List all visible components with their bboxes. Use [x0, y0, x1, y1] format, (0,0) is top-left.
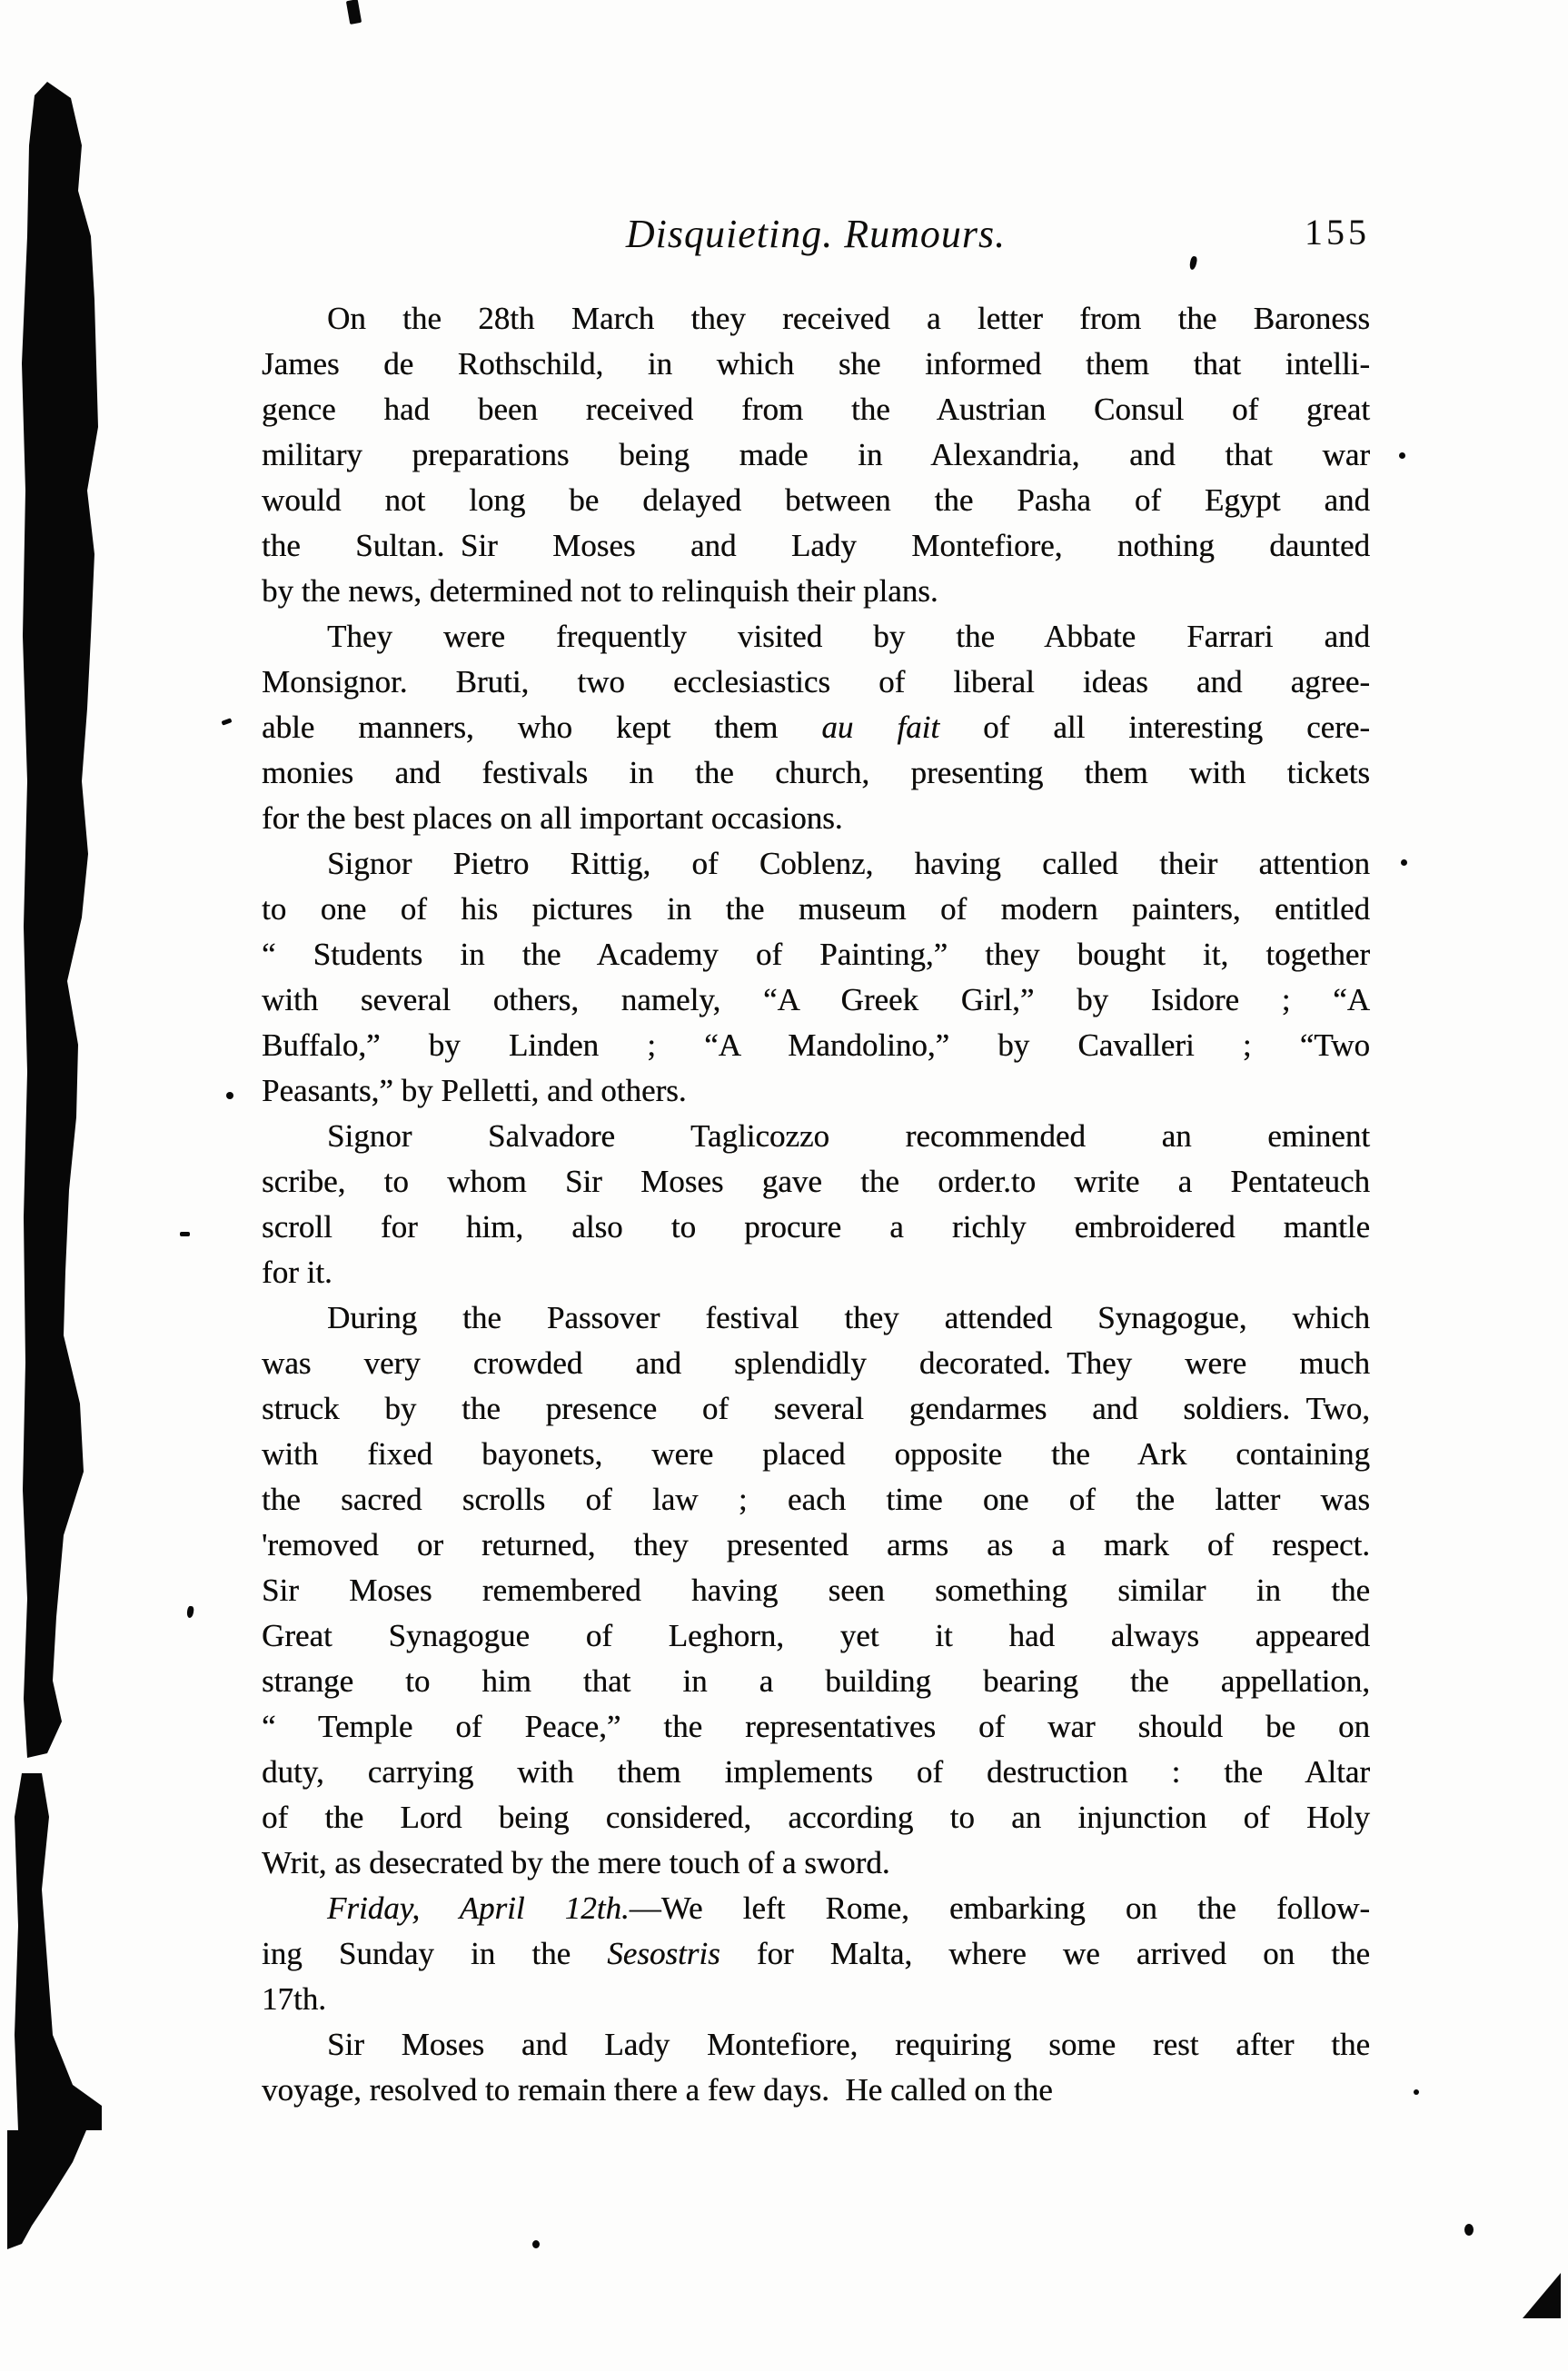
text-line — [262, 1795, 1370, 1840]
text-line — [262, 296, 1370, 342]
text-line — [262, 1568, 1370, 1613]
body-text: for the best places on all important occasions. — [262, 800, 843, 836]
body-text: gence had been received from the Austrian Consul of great — [262, 392, 1370, 427]
ink-speck — [186, 1606, 194, 1619]
ink-speck — [1523, 2273, 1561, 2318]
page-number: 155 — [1305, 212, 1370, 253]
ink-speck — [180, 1232, 190, 1236]
italic-text: Sesostris — [607, 1936, 720, 1971]
body-text: voyage, resolved to remain there a few days. He called on the — [262, 2072, 1053, 2108]
ink-speck — [221, 718, 232, 725]
italic-text: au fait — [821, 709, 940, 745]
body-text: 'removed or returned, they presented arms as a mark of respect. — [262, 1527, 1370, 1562]
body-text: military preparations being made in Alexandria, and that war — [262, 437, 1370, 472]
text-line — [262, 932, 1370, 977]
text-line — [262, 1114, 1370, 1159]
body-text: 17th. — [262, 1981, 326, 2017]
text-line — [262, 1931, 1370, 1977]
text-line — [262, 977, 1370, 1023]
body-text: scribe, to whom Sir Moses gave the order.to write a Pentateuch — [262, 1164, 1370, 1199]
text-line — [262, 2022, 1370, 2068]
text-line — [262, 1341, 1370, 1386]
text-line — [262, 1023, 1370, 1068]
text-line — [262, 1159, 1370, 1205]
body-text: ing Sunday in the — [262, 1936, 608, 1971]
body-text: for Malta, where we arrived on the — [719, 1936, 1370, 1971]
binding-shadow-artifact — [0, 0, 118, 2371]
body-text: strange to him that in a building bearing the appellation, — [262, 1663, 1370, 1699]
body-text: with several others, namely, “A Greek Girl,” by Isidore ; “A — [262, 982, 1370, 1017]
body-text: by the news, determined not to relinquish their plans. — [262, 573, 938, 609]
ink-speck — [1401, 859, 1407, 866]
body-text: monies and festivals in the church, presenting them with tickets — [262, 755, 1370, 790]
text-line — [262, 1250, 1370, 1295]
text-line — [262, 387, 1370, 432]
body-text: Signor Pietro Rittig, of Coblenz, having called their attention — [327, 846, 1370, 881]
text-line — [262, 1840, 1370, 1886]
body-text: James de Rothschild, in which she informed them that intelli- — [262, 346, 1370, 382]
body-text: to one of his pictures in the museum of modern painters, entitled — [262, 891, 1370, 927]
text-line — [262, 478, 1370, 523]
body-text: was very crowded and splendidly decorated. They were much — [262, 1345, 1370, 1381]
body-text: “ Students in the Academy of Painting,” they bought it, together — [262, 937, 1370, 972]
body-text: Sir Moses and Lady Montefiore, requiring some rest after the — [327, 2027, 1370, 2062]
body-text: Monsignor. Bruti, two ecclesiastics of liberal ideas and agree- — [262, 664, 1370, 699]
body-text: Great Synagogue of Leghorn, yet it had always appeared — [262, 1618, 1370, 1653]
text-line — [262, 1432, 1370, 1477]
text-line — [262, 1295, 1370, 1341]
text-line — [262, 614, 1370, 660]
text-line — [262, 1750, 1370, 1795]
running-head-title: Disquieting. Rumours. — [625, 212, 1007, 256]
body-text: would not long be delayed between the Pasha of Egypt and — [262, 482, 1370, 518]
ink-speck — [1399, 452, 1405, 459]
body-text: the Sultan. Sir Moses and Lady Montefiore, nothing daunted — [262, 528, 1370, 563]
body-text: scroll for him, also to procure a richly embroidered mantle — [262, 1209, 1370, 1245]
text-line — [262, 887, 1370, 932]
ink-speck — [532, 2240, 540, 2248]
text-line — [262, 660, 1370, 705]
body-text: struck by the presence of several gendarmes and soldiers. Two, — [262, 1391, 1370, 1426]
text-line — [262, 750, 1370, 796]
ink-speck — [226, 1092, 233, 1099]
body-text: Signor Salvadore Taglicozzo recommended an eminent — [327, 1118, 1370, 1154]
body-text: On the 28th March they received a letter from the Baroness — [327, 301, 1370, 336]
text-line — [262, 2068, 1370, 2113]
body-text: for it. — [262, 1255, 332, 1290]
text-line — [262, 1704, 1370, 1750]
body-text: They were frequently visited by the Abbate Farrari and — [327, 619, 1370, 654]
body-text: able manners, who kept them — [262, 709, 822, 745]
body-text: During the Passover festival they attended Synagogue, which — [327, 1300, 1370, 1335]
text-line — [262, 1386, 1370, 1432]
text-line — [262, 523, 1370, 569]
ink-speck — [1464, 2224, 1474, 2236]
body-text: duty, carrying with them implements of destruction : the Altar — [262, 1754, 1370, 1790]
body-text: Peasants,” by Pelletti, and others. — [262, 1073, 687, 1108]
ink-speck — [1414, 2089, 1419, 2095]
body-text: “ Temple of Peace,” the representatives of war should be on — [262, 1709, 1370, 1744]
body-text: of all interesting cere- — [939, 709, 1370, 745]
body-text: Sir Moses remembered having seen something similar in the — [262, 1572, 1370, 1608]
text-line — [262, 1977, 1370, 2022]
body-text: —We left Rome, embarking on the follow- — [629, 1890, 1370, 1926]
text-line — [262, 1659, 1370, 1704]
italic-text: Friday, April 12th. — [327, 1890, 630, 1926]
body-text: the sacred scrolls of law ; each time one of the latter was — [262, 1482, 1370, 1517]
text-block — [262, 296, 1370, 2113]
text-line — [262, 796, 1370, 841]
body-text: of the Lord being considered, according to an injunction of Holy — [262, 1800, 1370, 1835]
body-text: Writ, as desecrated by the mere touch of a sword. — [262, 1845, 890, 1880]
text-line — [262, 1613, 1370, 1659]
ink-speck — [346, 0, 362, 25]
body-text: with fixed bayonets, were placed opposite the Ark containing — [262, 1436, 1370, 1472]
text-line — [262, 841, 1370, 887]
text-line — [262, 1477, 1370, 1523]
text-line — [262, 705, 1370, 750]
text-line — [262, 1523, 1370, 1568]
text-line — [262, 432, 1370, 478]
text-line — [262, 1886, 1370, 1931]
text-line — [262, 569, 1370, 614]
text-line — [262, 1205, 1370, 1250]
text-line — [262, 342, 1370, 387]
body-text: Buffalo,” by Linden ; “A Mandolino,” by Cavalleri ; “Two — [262, 1027, 1370, 1063]
text-line — [262, 1068, 1370, 1114]
